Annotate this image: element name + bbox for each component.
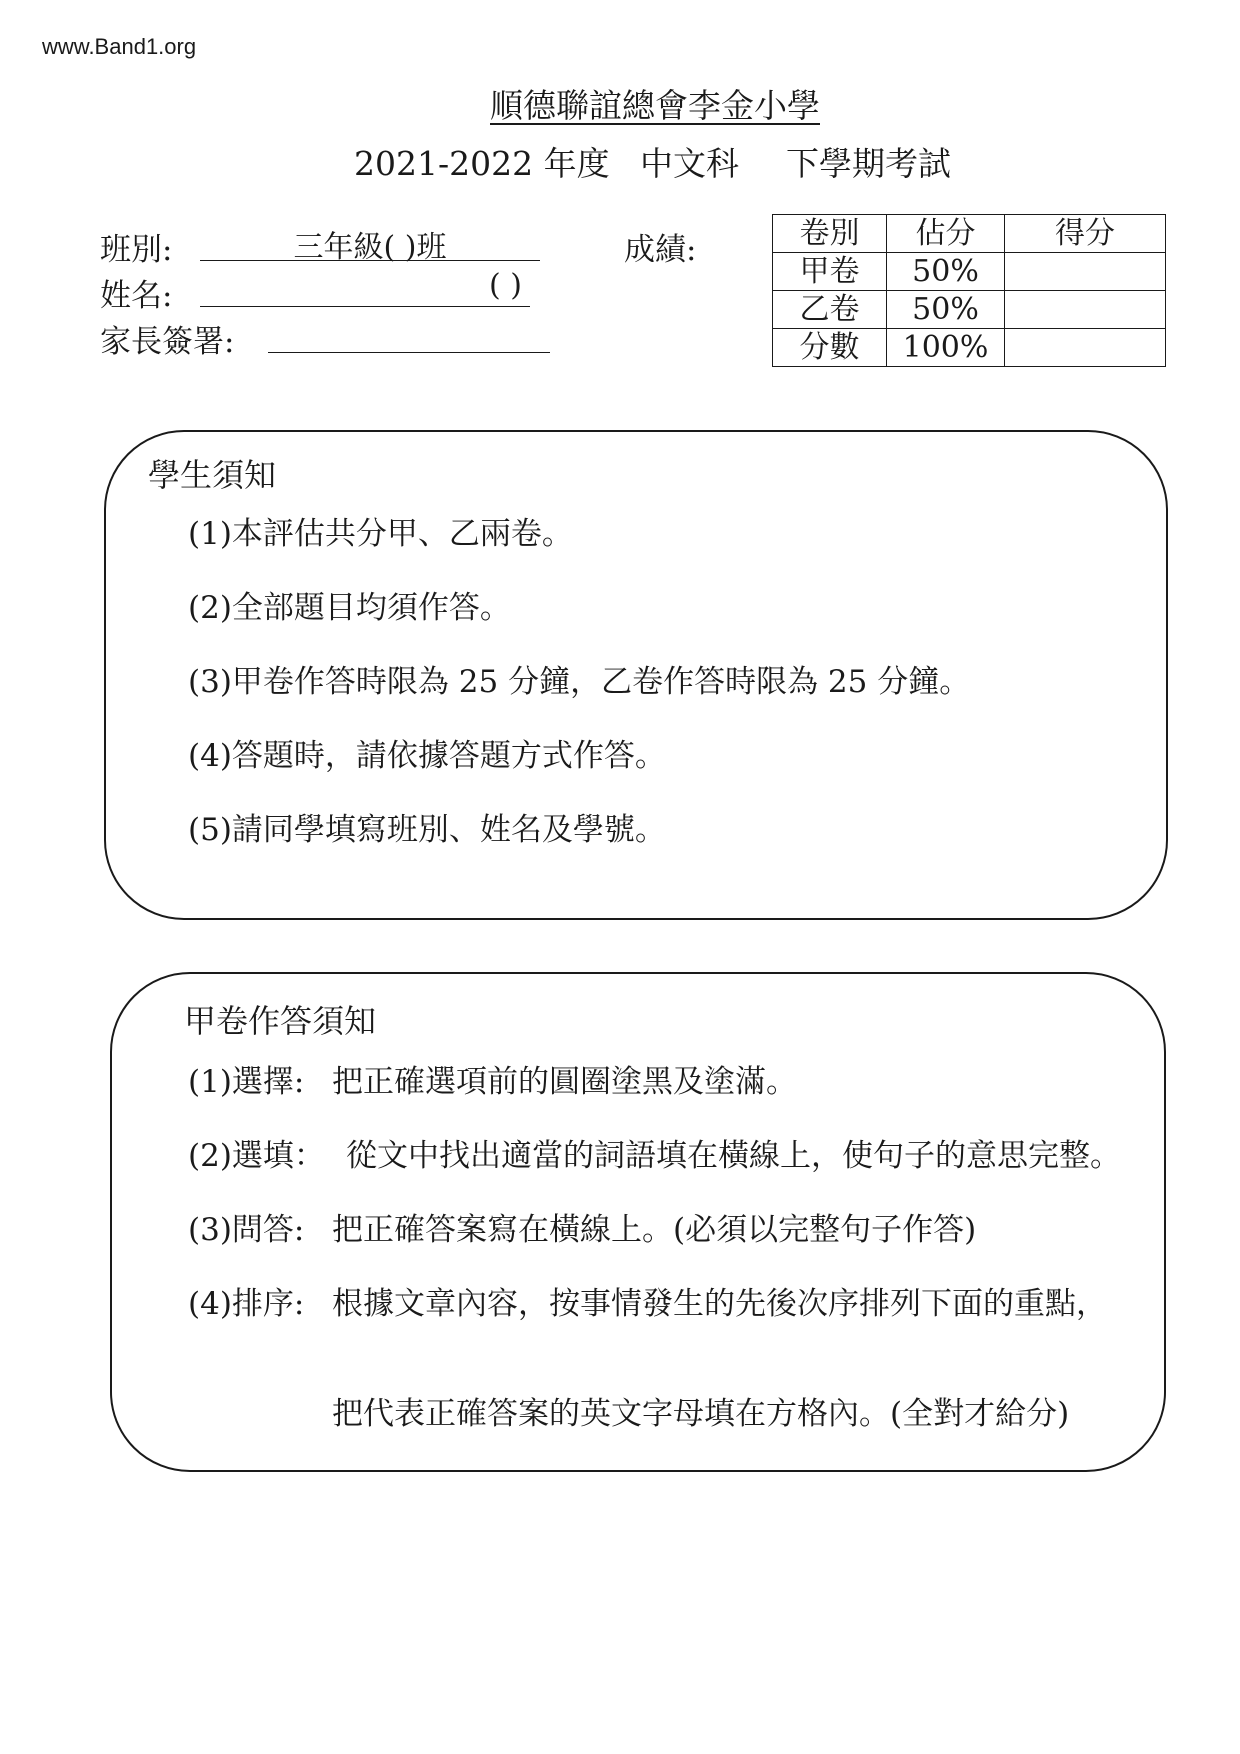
- header-score: 得分: [1005, 215, 1166, 253]
- item-label: 選擇:: [231, 1064, 305, 1100]
- score-table-header: [773, 215, 1166, 253]
- item-text: 本評估共分甲、乙兩卷。: [231, 516, 573, 552]
- school-year: 2021-2022 年度: [354, 144, 610, 183]
- item-number: (5): [188, 812, 232, 848]
- row-weight: 50%: [887, 291, 1005, 329]
- paper-a-notes-title: 甲卷作答須知: [184, 1002, 377, 1040]
- item-text: 把正確答案寫在橫線上。(必須以完整句子作答): [332, 1212, 977, 1248]
- row-score[interactable]: [1005, 329, 1166, 367]
- row-paper: 甲卷: [773, 253, 887, 291]
- paper-a-note-item: [188, 1204, 304, 1249]
- row-weight: 50%: [887, 253, 1005, 291]
- score-table: [772, 214, 1166, 367]
- exam-term: 下學期考試: [786, 144, 951, 183]
- paper-a-note-item: [188, 1056, 304, 1101]
- item-label: 選填：: [231, 1138, 325, 1174]
- student-number-paren: ( ): [489, 268, 522, 303]
- row-score[interactable]: [1005, 253, 1166, 291]
- table-row: [773, 329, 1166, 367]
- item-text: 答題時，請依據答題方式作答。: [231, 738, 666, 774]
- header-paper: 卷別: [773, 215, 887, 253]
- student-note-item: [188, 582, 511, 627]
- item-number: (3): [188, 1212, 232, 1248]
- item-number: (1): [188, 516, 232, 552]
- student-note-item: [188, 656, 970, 701]
- name-label: 姓名:: [100, 278, 173, 314]
- item-text: 甲卷作答時限為 25 分鐘，乙卷作答時限為 25 分鐘。: [231, 664, 971, 700]
- parent-signature-label: 家長簽署:: [100, 324, 235, 360]
- student-note-item: [188, 804, 666, 849]
- item-label: 問答:: [231, 1212, 305, 1248]
- class-field[interactable]: 三年級( )班: [200, 222, 540, 261]
- item-text: 從文中找出適當的詞語填在橫線上，使句子的意思完整。: [346, 1138, 1121, 1174]
- student-note-item: [188, 730, 666, 775]
- item-label: 排序:: [231, 1286, 305, 1322]
- row-paper: 分數: [773, 329, 887, 367]
- table-row: [773, 291, 1166, 329]
- row-paper: 乙卷: [773, 291, 887, 329]
- student-notes-title: 學生須知: [148, 456, 277, 494]
- item-text: 根據文章內容，按事情發生的先後次序排列下面的重點，: [332, 1286, 1107, 1322]
- paper-a-note-item: [188, 1278, 304, 1323]
- item-text: 請同學填寫班別、姓名及學號。: [231, 812, 666, 848]
- item-number: (2): [188, 590, 232, 626]
- item-number: (3): [188, 664, 232, 700]
- item-continuation: 把代表正確答案的英文字母填在方格內。(全對才給分): [332, 1396, 1070, 1432]
- header-weight: 佔分: [887, 215, 1005, 253]
- subject: 中文科: [640, 144, 739, 183]
- table-row: [773, 253, 1166, 291]
- class-label: 班別:: [100, 232, 173, 268]
- paper-a-note-item: [188, 1130, 325, 1175]
- site-url[interactable]: www.Band1.org: [42, 34, 197, 59]
- student-note-item: [188, 508, 573, 553]
- name-field[interactable]: [200, 268, 530, 307]
- item-text: 全部題目均須作答。: [231, 590, 511, 626]
- item-number: (2): [188, 1138, 232, 1174]
- parent-signature-field[interactable]: [268, 314, 550, 353]
- score-label: 成績:: [624, 232, 697, 268]
- row-score[interactable]: [1005, 291, 1166, 329]
- item-number: (1): [188, 1064, 232, 1100]
- row-weight: 100%: [887, 329, 1005, 367]
- item-number: (4): [188, 738, 232, 774]
- item-number: (4): [188, 1286, 232, 1322]
- school-name: 順德聯誼總會李金小學: [490, 86, 820, 125]
- item-text: 把正確選項前的圓圈塗黑及塗滿。: [332, 1064, 797, 1100]
